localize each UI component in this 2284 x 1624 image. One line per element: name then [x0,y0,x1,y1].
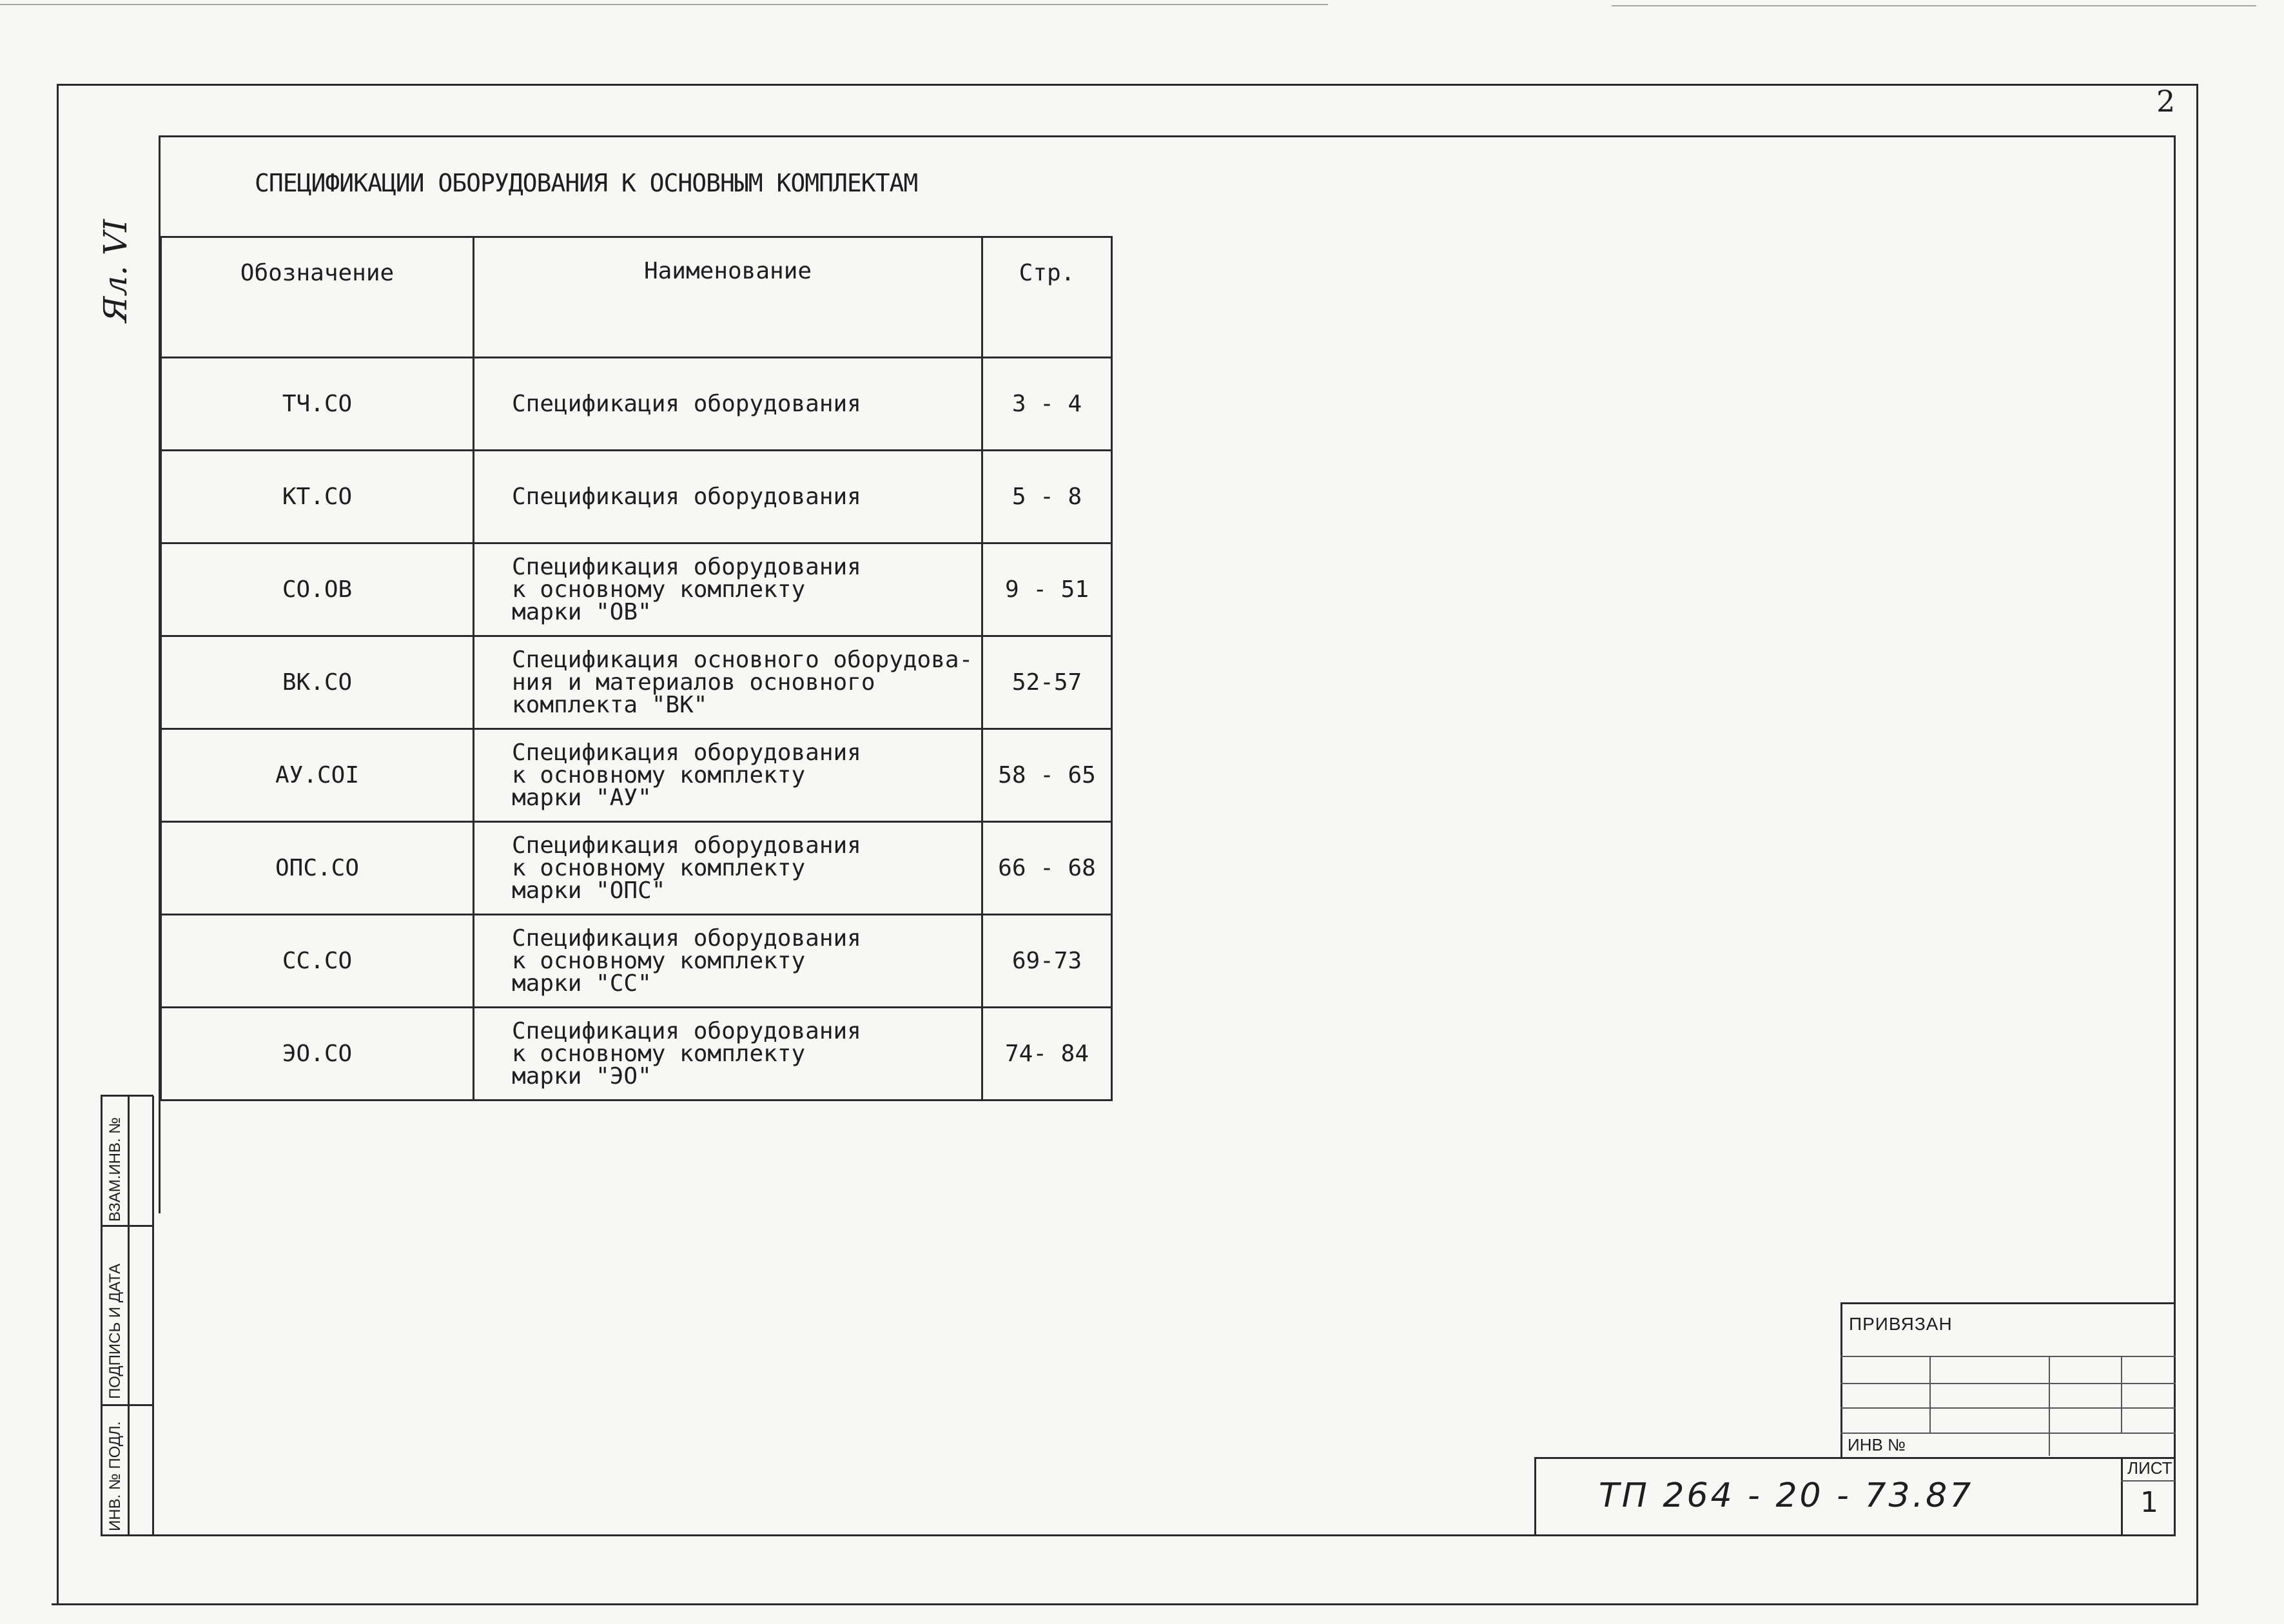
row-name-line: марки "АУ" [512,785,652,811]
row-name-line: Спецификация оборудования [512,739,861,766]
row-name-line: к основному комплекту [512,576,806,603]
side-stamp-outer-left [101,1096,102,1536]
row-name-line: Спецификация оборудования [512,554,861,580]
table-row [161,822,1112,915]
attached-row-3 [1840,1407,2176,1409]
table-row [161,451,1112,543]
row-name-line: к основному комплекту [512,762,806,788]
specification-table [160,236,1113,1101]
row-code: СС.СО [161,915,474,1008]
side-stamp-right [152,1096,154,1536]
row-code: КТ.СО [161,451,474,543]
attached-row-1 [1840,1356,2176,1357]
code-box-left [1534,1457,1536,1536]
code-box-top [1534,1457,2176,1459]
row-pages: 3 - 4 [982,358,1112,451]
attached-box-left [1840,1302,1842,1457]
side-note: Ял. VI [97,219,134,322]
row-pages: 74- 84 [982,1008,1112,1101]
side-stamp-signature-date: ПОДПИСЬ И ДАТА [106,1263,124,1399]
row-pages: 5 - 8 [982,451,1112,543]
row-pages: 9 - 51 [982,543,1112,636]
row-name [474,358,982,451]
row-name-line: к основному комплекту [512,855,806,881]
row-name [474,451,982,543]
outer-frame-left [57,84,59,1605]
row-name [474,543,982,636]
table-row [161,636,1112,729]
row-code: ЭО.СО [161,1008,474,1101]
outer-frame-top [58,84,2198,86]
sheet-label: ЛИСТ [2127,1458,2172,1478]
row-name [474,1008,982,1101]
row-name-line: к основному комплекту [512,1041,806,1067]
table-row [161,915,1112,1008]
header-name: Наименование [474,237,982,358]
row-name [474,822,982,915]
row-pages: 69-73 [982,915,1112,1008]
row-name-line: Спецификация оборудования [512,1018,861,1044]
table-row [161,1008,1112,1101]
page-number: 2 [2156,84,2176,119]
attached-row-2 [1840,1383,2176,1384]
attached-col-2 [2049,1356,2050,1456]
side-stamp-inv-podl: ИНВ. № ПОДЛ. [106,1421,124,1531]
row-name-line: Спецификация оборудования [512,832,861,859]
table-header-row [161,237,1112,358]
inner-frame-bottom [101,1534,2176,1536]
outer-frame-right [2196,84,2198,1605]
table-row [161,543,1112,636]
row-name [474,729,982,822]
row-code: ТЧ.СО [161,358,474,451]
side-stamp-top [101,1095,153,1097]
attached-label: ПРИВЯЗАН [1849,1314,1953,1334]
row-name-line: Спецификация оборудования [512,484,861,510]
row-name-line: марки "СС" [512,970,652,997]
outer-frame-bottom [52,1603,2198,1605]
row-pages: 58 - 65 [982,729,1112,822]
row-name [474,915,982,1008]
side-stamp-divider-1 [101,1225,153,1227]
inner-frame-right [2174,135,2176,1536]
header-page: Стр. [982,237,1112,358]
sheet-box-divider [2121,1480,2175,1482]
sheet-box-left [2121,1457,2123,1536]
inner-frame-top [160,135,2175,137]
row-pages: 52-57 [982,636,1112,729]
attached-row-4 [1840,1433,2176,1434]
row-name-line: марки "ОПС" [512,877,666,904]
header-code: Обозначение [161,237,474,358]
side-stamp-vzam-inv: ВЗАМ.ИНВ. № [106,1117,124,1222]
row-name [474,636,982,729]
row-name-line: Спецификация оборудования [512,925,861,952]
row-code: АУ.СОI [161,729,474,822]
row-name-line: марки "ОВ" [512,599,652,625]
row-code: ВК.СО [161,636,474,729]
inventory-number-label: ИНВ № [1848,1435,1906,1454]
row-code: СО.ОВ [161,543,474,636]
row-name-line: Спецификация оборудования [512,391,861,417]
row-code: ОПС.СО [161,822,474,915]
table-row [161,358,1112,451]
row-name-line: к основному комплекту [512,948,806,974]
row-name-line: комплекта "ВК" [512,692,708,718]
document-code: ТП 264 - 20 - 73.87 [1599,1476,1974,1515]
table-row [161,729,1112,822]
row-name-line: Спецификация основного оборудова- [512,647,973,673]
attached-box-top [1840,1302,2176,1304]
side-stamp-divider-2 [101,1404,153,1406]
sheet-value: 1 [2140,1486,2158,1519]
row-name-line: ния и материалов основного [512,669,875,696]
row-pages: 66 - 68 [982,822,1112,915]
row-name-line: марки "ЭО" [512,1063,652,1090]
attached-col-1 [1929,1356,1931,1433]
attached-col-3 [2121,1356,2122,1433]
page-title: СПЕЦИФИКАЦИИ ОБОРУДОВАНИЯ К ОСНОВНЫМ КОМПЛЕКТАМ [255,169,918,197]
table-body [161,358,1112,1101]
side-stamp-inner-left [128,1096,130,1536]
